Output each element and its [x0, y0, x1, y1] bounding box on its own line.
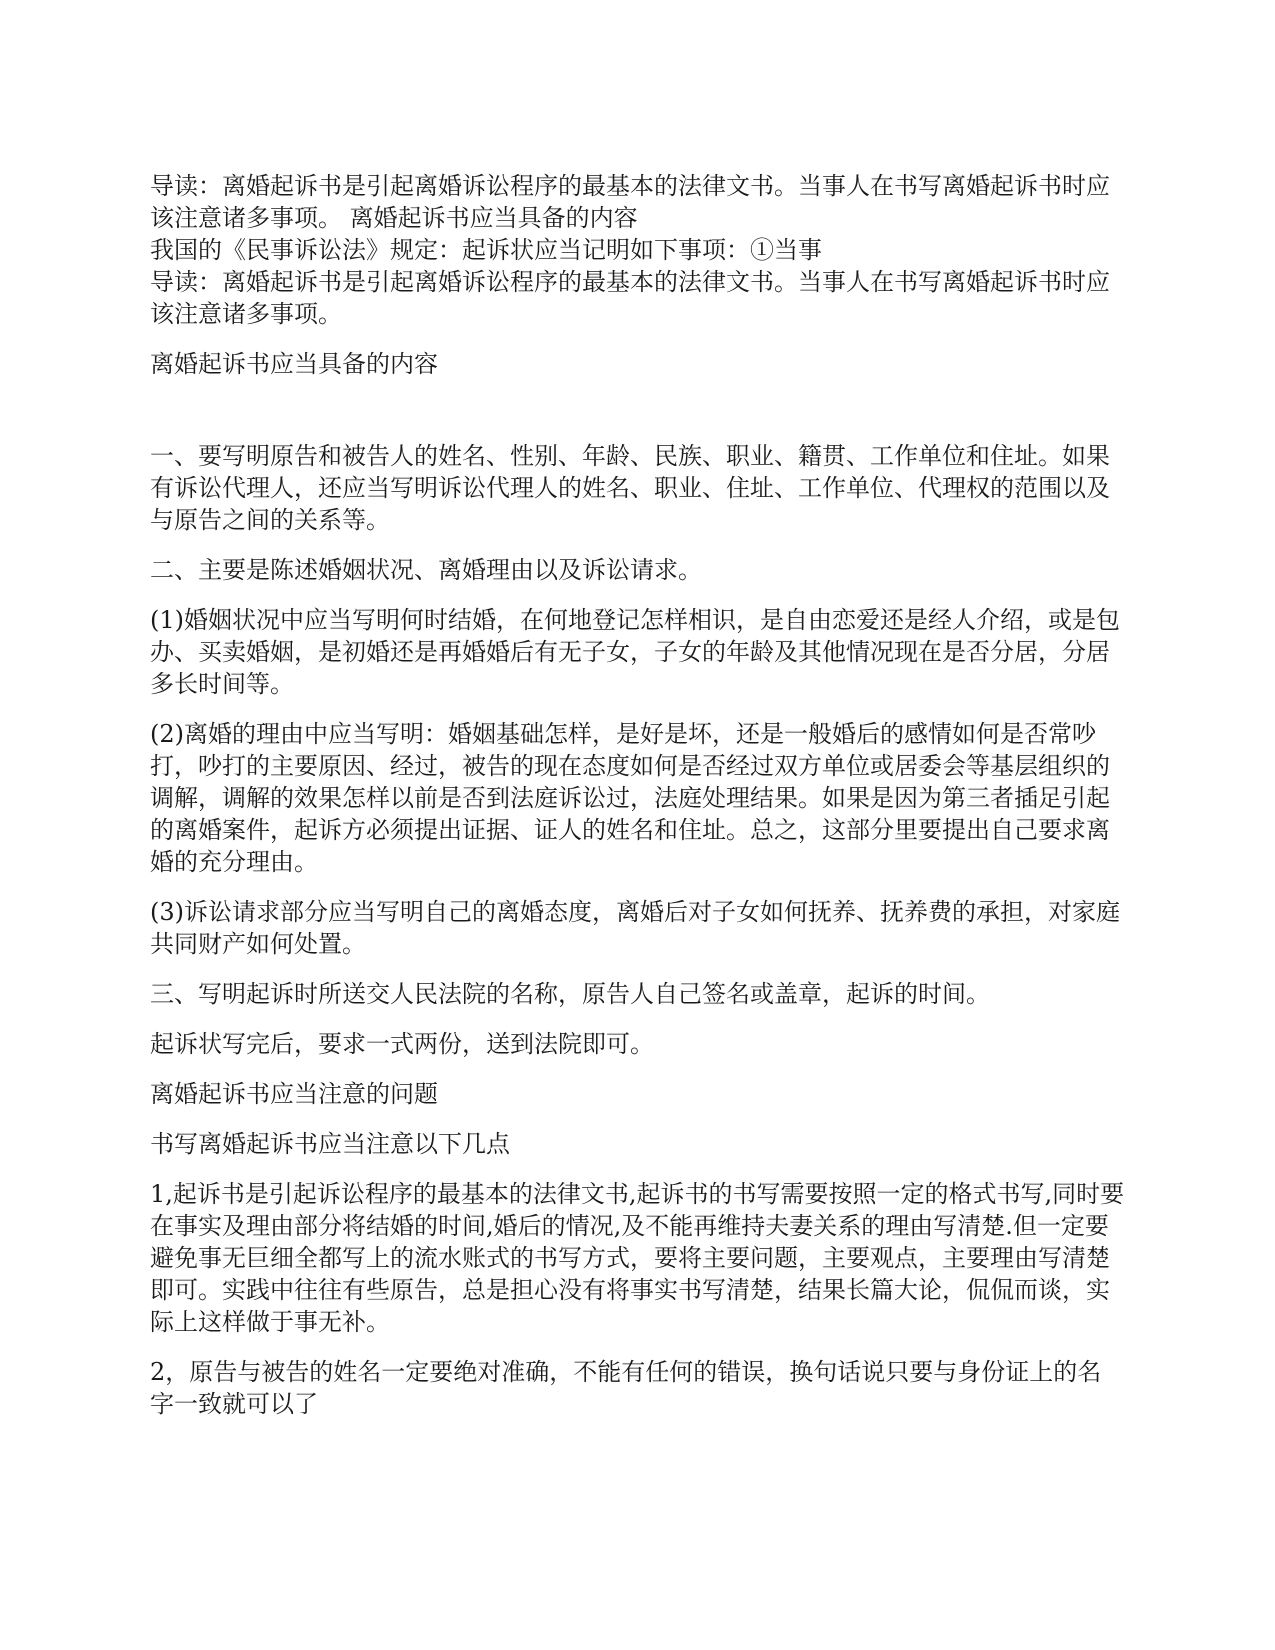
paragraph-marriage-status: (1)婚姻状况中应当写明何时结婚，在何地登记怎样相识，是自由恋爱还是经人介绍，或是包办、买卖婚姻，是初婚还是再婚婚后有无子女，子女的年龄及其他情况现在是否分居，分居多长时间等。: [150, 606, 1120, 698]
document-page: [150, 170, 1125, 1420]
section-heading-issues: 离婚起诉书应当注意的问题: [150, 1080, 438, 1108]
section-heading-content: 离婚起诉书应当具备的内容: [150, 350, 438, 378]
paragraph-main-statement: 二、主要是陈述婚姻状况、离婚理由以及诉讼请求。: [150, 556, 702, 584]
intro-paragraph-3: 导读：离婚起诉书是引起离婚诉讼程序的最基本的法律文书。当事人在书写离婚起诉书时应该注意诸多事项。: [150, 268, 1110, 328]
paragraph-divorce-reasons: (2)离婚的理由中应当写明：婚姻基础怎样，是好是坏，还是一般婚后的感情如何是否常吵打，吵打的主要原因、经过，被告的现在态度如何是否经过双方单位或居委会等基层组织的调解，调解的效果怎样以前是否到法庭诉讼过，法庭处理结果。如果是因为第三者插足引起的离婚案件，起诉方必须提出证据、证人的姓名和住址。总之，这部分里要提出自己要求离婚的充分理由。: [150, 720, 1110, 876]
intro-paragraph-2: 我国的《民事诉讼法》规定：起诉状应当记明如下事项：①当事: [150, 236, 822, 264]
paragraph-point-2: 2，原告与被告的姓名一定要绝对准确，不能有任何的错误，换句话说只要与身份证上的名字一致就可以了: [150, 1358, 1102, 1418]
intro-paragraph-1: 导读：离婚起诉书是引起离婚诉讼程序的最基本的法律文书。当事人在书写离婚起诉书时应该注意诸多事项。 离婚起诉书应当具备的内容: [150, 172, 1110, 232]
paragraph-claims: (3)诉讼请求部分应当写明自己的离婚态度，离婚后对子女如何抚养、抚养费的承担，对家庭共同财产如何处置。: [150, 898, 1120, 958]
paragraph-points-intro: 书写离婚起诉书应当注意以下几点: [150, 1130, 510, 1158]
intro-block: [150, 170, 1125, 330]
paragraph-party-info: 一、要写明原告和被告人的姓名、性别、年龄、民族、职业、籍贯、工作单位和住址。如果有诉讼代理人，还应当写明诉讼代理人的姓名、职业、住址、工作单位、代理权的范围以及与原告之间的关系等。: [150, 442, 1110, 534]
paragraph-copies: 起诉状写完后，要求一式两份，送到法院即可。: [150, 1030, 654, 1058]
paragraph-point-1: 1,起诉书是引起诉讼程序的最基本的法律文书,起诉书的书写需要按照一定的格式书写,同时要在事实及理由部分将结婚的时间,婚后的情况,及不能再维持夫妻关系的理由写清楚.但一定要避免事无巨细全都写上的流水账式的书写方式，要将主要问题，主要观点，主要理由写清楚即可。实践中往往有些原告，总是担心没有将事实书写清楚，结果长篇大论，侃侃而谈，实际上这样做于事无补。: [150, 1180, 1125, 1336]
paragraph-court-signature: 三、写明起诉时所送交人民法院的名称，原告人自己签名或盖章，起诉的时间。: [150, 980, 990, 1008]
